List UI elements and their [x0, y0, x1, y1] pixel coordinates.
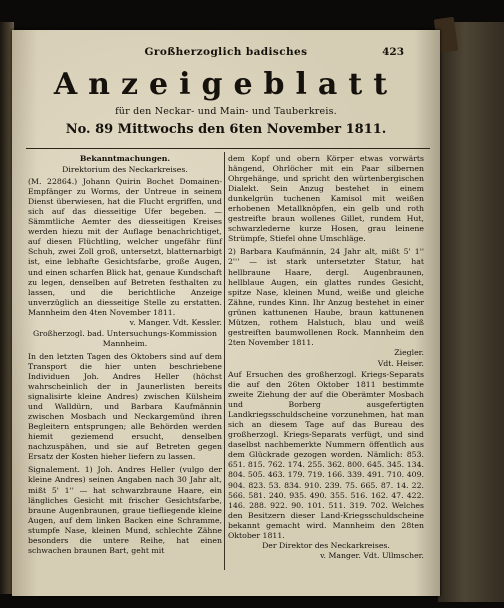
notice-signature: Ziegler.: [394, 347, 424, 357]
notice-signature: v. Manger. Vdt. Kessler.: [129, 317, 222, 327]
notice-signature: v. Manger. Vdt. Ullmscher.: [320, 550, 424, 560]
notice-signature: Vdt. Heiser.: [377, 358, 424, 368]
column-divider: [224, 152, 225, 570]
notice-text: (M. 22864.) Johann Quirin Bochet Domainen-Empfänger zu Worms, der Untreue in seinem Dienst überwiesen, hat die Flucht ergriffen, und sich auf das diesseitige Ufer begeben. — Sämmtliche Aemter des diesseitigen Kreises werden hiezu mit der Auflage benachrichtiget, auf diesen Flüchtling, welcher ungefähr fünf Schuh, zwei Zoll groß, untersetzt, blatternarbigt ist, eine lebhafte Gesichtsfarbe, große Augen, und einen scharfen Blick hat, genaue Kundschaft zu legen, denselben auf Betreten festhalten zu lassen, und die berichtliche Anzeige unverzüglich an diesseitige Stelle zu erstatten. Mannheim den 4ten November 1811.: [28, 177, 222, 317]
header-rule: [26, 148, 430, 149]
masthead-kicker: Großherzoglich badisches: [144, 46, 308, 58]
issue-line: No. 89 Mittwochs den 6ten November 1811.: [65, 122, 387, 137]
page-number: 423: [382, 46, 404, 58]
masthead: [12, 30, 440, 142]
notice-text: Auf Ersuchen des großherzogl. Kriegs-Separats die auf den 26ten Oktober 1811 bestimmte zweite Ziehung der auf die Oberämter Mosbach und Borberg ausgefertigten Landkriegsschuldscheine vorzunehmen, hat man sich an diesem Tage auf das Bureau des großherzogl. Kriegs-Separats verfügt, und sind daselbst nachbemerkte Nummern öffentlich aus dem Glückrade gezogen worden. Nämlich: 853. 651. 815. 762. 174. 255. 362. 800. 645. 345. 134. 804. 505. 463. 179. 719. 166. 339. 491. 710. 409. 904. 823. 53. 834. 910. 239. 75. 665. 87. 14. 22. 566. 581. 240. 935. 490. 355. 516. 162. 47. 422. 146. 288. 922. 90. 101. 511. 319. 702. Welches den Besitzern dieser Land-Kriegsschuldscheine bekannt gemacht wird. Mannheim den 28ten Oktober 1811.: [228, 369, 424, 540]
notice-signature: Der Direktor des Neckarkreises.: [262, 540, 390, 550]
section-heading: Bekanntmachungen.: [79, 154, 171, 163]
section-subhead: Direktorium des Neckarkreises.: [62, 165, 188, 175]
newspaper-title: Anzeigeblatt: [53, 67, 399, 102]
notice-text: dem Kopf und obern Körper etwas vorwärts hängend, Ohrlöcher mit ein Paar silbernen Ohrgehänge, und spricht den würtenbergischen Dialekt. Sein Anzug bestehet in einem dunkelgrün tuchenen Kamisol mit weißen erhobenen Metallknöpfen, ein gelb und roth gestreifte braun wollenes Gillet, rundem Hut, schwarzlederne kurze Hosen, grau leinene Strümpfe, Stiefel ohne Umschläge.: [228, 154, 424, 244]
section-subhead: Großherzogl. bad. Untersuchungs-Kommission Mannheim.: [33, 328, 217, 348]
newspaper-subtitle: für den Neckar- und Main- und Tauberkreis.: [115, 106, 337, 117]
notice-text: Signalement. 1) Joh. Andres Heller (vulgo der kleine Andres) seinen Angaben nach 30 Jahr alt, mißt 5' 1'' — hat schwarzbraune Haare, ein längliches Gesicht mit frischer Gesichtsfarbe, braune Augenbraunen, graue tiefliegende kleine Augen, auf dem linken Backen eine Schramme, stumpfe Nase, kleinen Mund, schlechte Zähne besonders die untere Reihe, hat einen schwachen braunen Bart, geht mit: [28, 465, 222, 555]
notice-text: 2) Barbara Kaufmännin, 24 Jahr alt, mißt 5' 1'' 2''' — ist stark untersetzter Statur, hat hellbraune Haare, dergl. Augenbraunen, hellblaue Augen, ein glattes rundes Gesicht, spitze Nase, kleinen Mund, weiße und gleiche Zähne, rundes Kinn. Ihr Anzug bestehet in einer grünen kattunenen Haube, braun kattunenen Mützen, rothem Halstuch, blau und weiß gestreiften baumwollenen Rock. Mannheim den 2ten November 1811.: [228, 247, 424, 347]
notice-text: In den letzten Tagen des Oktobers sind auf dem Transport die hier unten beschriebene Individuen Joh. Andres Heller (höchst wahrscheinlich der in Jaunerlisten bereits signalisirte kleine Andres) zwischen Külsheim und Walldürn, und Barbara Kaufmännin zwischen Mosbach und Neckargemünd ihren Begleitern entsprungen; alle Behörden werden hiemit geziemend ersucht, denselben nachzuspähen, und sie auf Betreten gegen Ersatz der Kosten hieher liefern zu lassen.: [28, 351, 222, 462]
left-column: [28, 154, 222, 556]
newspaper-page: [12, 30, 440, 596]
book-edge: [438, 22, 504, 602]
right-column: [228, 154, 424, 562]
